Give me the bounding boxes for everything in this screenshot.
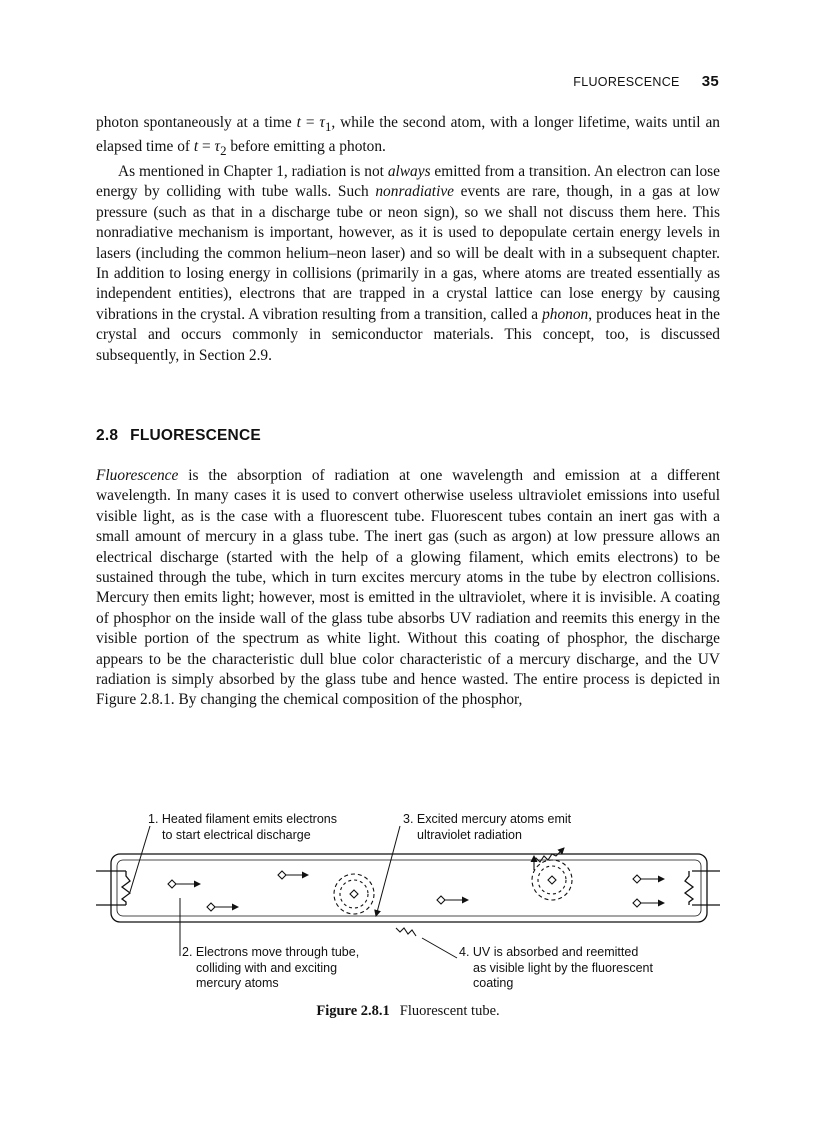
electron [278, 871, 308, 879]
emphasis: always [387, 162, 431, 180]
paragraph-fluorescence [96, 466, 720, 711]
text-run: events are rare, though, in a gas at low pressure (such as that in a discharge tube or neon sign), so we shall not discuss them here. This nonradiative mechanism is important, however, as it is used to depopulate certain energy levels in lasers (including the common helium–neon laser) and so will be dealt with in a subsequent chapter. In addition to losing energy in collisions (primarily in a gas, where atoms are treated essentially as independent entities), electrons that are trapped in a crystal lattice can lose energy by causing vibrations in the crystal. A vibration resulting from a transition, called a [96, 183, 720, 323]
body-text-section [96, 466, 720, 711]
section-heading [96, 427, 261, 445]
callout-line: to start electrical discharge [162, 827, 311, 842]
uv-photon-lower [396, 928, 416, 936]
text-run: emitted from a transition. An electron can lose energy by colliding with tube walls. Such [96, 162, 720, 201]
text-run: is the absorption of radiation at one wavelength and emission at a different wavelength. In many cases it is used to convert otherwise useless ultraviolet emissions into useful visible light, as is the case with a fluorescent tube. Fluorescent tubes contain an inert gas with a small amount of mercury in a glass tube. The inert gas (such as argon) at low pressure allows an electrical discharge (started with the help of a glowing filament, which emits electrons) to be sustained through the tube, which in turn excites mercury atoms in the tube by electron collisions. Mercury then emits light; however, most is emitted in the ultraviolet, where it is invisible. A coating of phosphor on the inside wall of the glass tube absorbs UV radiation and reemits this energy in the visible portion of the spectrum as white light. Without this coating of phosphor, the discharge appears to be the characteristic dull blue color characteristic of a mercury discharge, and the UV radiation is simply absorbed by the glass tube and hence wasted. The entire process is depicted in Figure 2.8.1. By changing the chemical composition of the phosphor, [96, 467, 720, 709]
math-subscript: 2 [220, 144, 227, 159]
emphasis: phonon [542, 305, 589, 323]
emphasis: nonradiative [375, 183, 455, 201]
math-var: t [296, 114, 301, 131]
excited-mercury-atom [532, 860, 572, 900]
callout-3 [403, 812, 571, 843]
math-subscript: 1 [324, 120, 332, 135]
page-number: 35 [701, 73, 719, 90]
callout-line: ultraviolet radiation [417, 827, 522, 842]
electron [633, 875, 664, 883]
callout-line: coating [473, 976, 514, 990]
callout-4 [459, 945, 653, 992]
math-var: τ [319, 114, 325, 131]
figure-caption [0, 1003, 816, 1020]
section-number: 2.8 [96, 427, 119, 444]
math-var: t [193, 138, 199, 156]
running-title: FLUORESCENCE [573, 75, 680, 89]
callout-line: as visible light by the fluorescent [473, 960, 653, 975]
leader-1 [130, 826, 150, 892]
electron [633, 899, 664, 907]
mercury-atom [334, 874, 374, 914]
callout-line: 2. Electrons move through tube, [182, 945, 360, 959]
text-run: As mentioned in Chapter 1, radiation is not [118, 162, 388, 180]
leader-4 [422, 938, 457, 958]
callout-2 [182, 945, 359, 992]
text-run: before emitting a photon. [226, 138, 386, 156]
electron [207, 903, 238, 911]
math-op: = [198, 138, 215, 156]
caption-label: Figure 2.8.1 [316, 1003, 390, 1019]
paragraph-continued [96, 113, 720, 162]
left-filament [122, 871, 130, 905]
caption-text: Fluorescent tube. [399, 1003, 500, 1019]
text-run: , while the second atom, with a longer lifetime, waits until an elapsed time of [96, 114, 720, 156]
electron [168, 880, 200, 888]
callout-line: mercury atoms [196, 976, 279, 990]
section-title: FLUORESCENCE [130, 427, 261, 444]
callout-1 [148, 812, 337, 843]
callout-line: 3. Excited mercury atoms emit [403, 812, 572, 826]
text-run: photon spontaneously at a time [96, 114, 297, 131]
electron [437, 896, 468, 904]
math-var: τ [214, 138, 221, 156]
body-text-top [96, 113, 720, 366]
phosphor-coating [117, 860, 701, 916]
text-run: , produces heat in the crystal and occurs commonly in semiconductor materials. This concept, too, is discussed subsequently, in Section 2.9. [96, 305, 720, 364]
leader-3 [376, 826, 400, 916]
right-filament [685, 871, 693, 905]
running-head [573, 73, 719, 90]
emphasis: Fluorescence [96, 467, 179, 484]
fluorescent-tube-figure [96, 808, 720, 998]
math-op: = [300, 114, 320, 131]
callout-line: colliding with and exciting [196, 960, 338, 975]
right-electrode-leads [692, 871, 720, 905]
callout-line: 1. Heated filament emits electrons [148, 812, 337, 826]
paragraph-nonradiative [96, 162, 720, 366]
callout-line: 4. UV is absorbed and reemitted [459, 945, 639, 959]
glass-tube [111, 854, 707, 922]
